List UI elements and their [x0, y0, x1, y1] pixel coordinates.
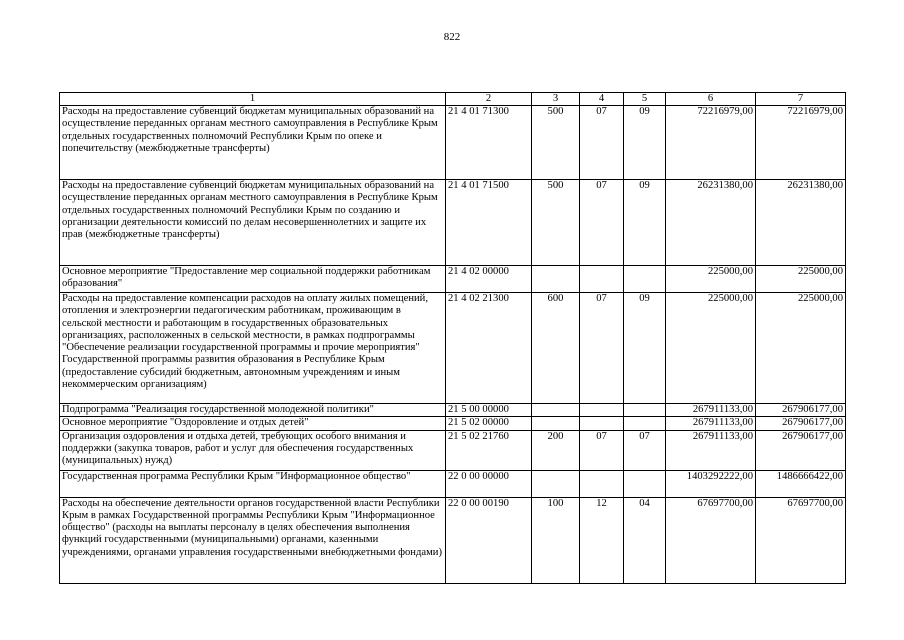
column-header: 6	[666, 93, 756, 106]
table-row	[60, 417, 846, 430]
row-subsection	[624, 417, 666, 430]
row-code: 21 5 00 00000	[446, 404, 532, 417]
row-description: Основное мероприятие "Оздоровление и отдых детей"	[60, 417, 446, 430]
column-header: 2	[446, 93, 532, 106]
row-code: 22 0 00 00190	[446, 497, 532, 583]
row-amount-col6: 1403292222,00	[666, 470, 756, 497]
row-amount-col6: 67697700,00	[666, 497, 756, 583]
row-amount-col6: 225000,00	[666, 293, 756, 404]
row-code: 21 4 01 71300	[446, 106, 532, 180]
page-number: 822	[443, 31, 461, 43]
row-section	[580, 266, 624, 293]
row-subsection: 09	[624, 106, 666, 180]
table-row	[60, 430, 846, 470]
row-subsection	[624, 470, 666, 497]
row-amount-col7: 267906177,00	[756, 430, 846, 470]
table-row	[60, 106, 846, 180]
row-code: 21 5 02 21760	[446, 430, 532, 470]
row-expense-type: 100	[532, 497, 580, 583]
row-subsection: 04	[624, 497, 666, 583]
table-row	[60, 470, 846, 497]
row-amount-col6: 267911133,00	[666, 430, 756, 470]
row-subsection	[624, 266, 666, 293]
row-section	[580, 404, 624, 417]
row-amount-col7: 67697700,00	[756, 497, 846, 583]
column-header: 5	[624, 93, 666, 106]
row-description: Расходы на предоставление субвенций бюджетам муниципальных образований на осуществление переданных органам местного самоуправления в Республике Крым отдельных государственных полномочий Республики Крым по созданию и организации деятельности комиссий по делам несовершеннолетних и защите их прав (межбюджетные трансферты)	[60, 180, 446, 266]
column-header: 7	[756, 93, 846, 106]
row-section: 07	[580, 430, 624, 470]
row-amount-col7: 267906177,00	[756, 404, 846, 417]
row-expense-type	[532, 417, 580, 430]
row-code: 22 0 00 00000	[446, 470, 532, 497]
column-header: 3	[532, 93, 580, 106]
table-row	[60, 293, 846, 404]
row-section: 12	[580, 497, 624, 583]
column-header: 4	[580, 93, 624, 106]
row-expense-type: 500	[532, 106, 580, 180]
row-section	[580, 417, 624, 430]
row-subsection: 07	[624, 430, 666, 470]
row-description: Расходы на предоставление субвенций бюджетам муниципальных образований на осуществление переданных органам местного самоуправления в Республике Крым отдельных государственных полномочий Республики Крым по опеке и попечительству (межбюджетные трансферты)	[60, 106, 446, 180]
row-amount-col7: 225000,00	[756, 293, 846, 404]
row-amount-col6: 72216979,00	[666, 106, 756, 180]
row-subsection: 09	[624, 293, 666, 404]
budget-table	[59, 92, 846, 584]
row-description: Расходы на предоставление компенсации расходов на оплату жилых помещений, отопления и электроэнергии педагогическим работникам, проживающим в сельской местности и работающим в государственных образовательных организациях, расположенных в сельской местности, в рамках подпрограммы "Обеспечение реализации государственной программы и прочие мероприятия" Государственной программы развития образования в Республике Крым (предоставление субсидий бюджетным, автономным учреждениям и иным некоммерческим организациям)	[60, 293, 446, 404]
row-section: 07	[580, 180, 624, 266]
row-subsection: 09	[624, 180, 666, 266]
row-description: Основное мероприятие "Предоставление мер социальной поддержки работникам образования"	[60, 266, 446, 293]
table-row	[60, 404, 846, 417]
row-expense-type: 200	[532, 430, 580, 470]
row-amount-col7: 72216979,00	[756, 106, 846, 180]
row-amount-col7: 26231380,00	[756, 180, 846, 266]
row-expense-type	[532, 404, 580, 417]
row-description: Организация оздоровления и отдыха детей, требующих особого внимания и поддержки (закупка товаров, работ и услуг для обеспечения государственных (муниципальных) нужд)	[60, 430, 446, 470]
table-row	[60, 497, 846, 583]
row-amount-col7: 1486666422,00	[756, 470, 846, 497]
row-description: Государственная программа Республики Крым "Информационное общество"	[60, 470, 446, 497]
table-row	[60, 266, 846, 293]
row-expense-type: 500	[532, 180, 580, 266]
row-amount-col6: 267911133,00	[666, 417, 756, 430]
table-row	[60, 180, 846, 266]
row-amount-col6: 267911133,00	[666, 404, 756, 417]
row-section	[580, 470, 624, 497]
row-amount-col7: 267906177,00	[756, 417, 846, 430]
column-header: 1	[60, 93, 446, 106]
row-expense-type: 600	[532, 293, 580, 404]
row-expense-type	[532, 266, 580, 293]
row-amount-col6: 26231380,00	[666, 180, 756, 266]
row-expense-type	[532, 470, 580, 497]
row-code: 21 4 02 00000	[446, 266, 532, 293]
row-code: 21 4 01 71500	[446, 180, 532, 266]
row-description: Подпрограмма "Реализация государственной молодежной политики"	[60, 404, 446, 417]
row-subsection	[624, 404, 666, 417]
row-description: Расходы на обеспечение деятельности органов государственной власти Республики Крым в рамках Государственной программы Республики Крым "Информационное общество" (расходы на выплаты персоналу в целях обеспечения выполнения функций государственными (муниципальными) органами, казенными учреждениями, органами управления государственными внебюджетными фондами)	[60, 497, 446, 583]
row-code: 21 5 02 00000	[446, 417, 532, 430]
row-amount-col7: 225000,00	[756, 266, 846, 293]
row-section: 07	[580, 293, 624, 404]
row-amount-col6: 225000,00	[666, 266, 756, 293]
row-code: 21 4 02 21300	[446, 293, 532, 404]
header-row	[60, 93, 846, 106]
row-section: 07	[580, 106, 624, 180]
